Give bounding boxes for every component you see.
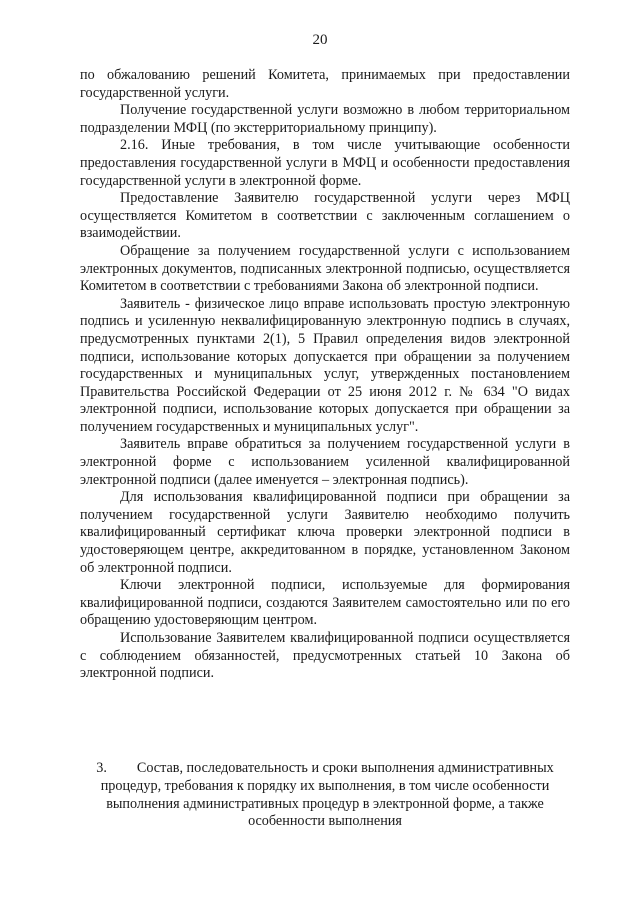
- paragraph: Заявитель - физическое лицо вправе использовать простую электронную подпись и усиленную неквалифицированную электронную подпись в случаях, предусмотренных пунктами 2(1), 5 Правил определения видов электронной подписи, использование которых допускается при обращении за получением государственных и муниципальных услуг, утвержденных постановлением Правительства Российской Федерации от 25 июня 2012 г. № 634 "О видах электронной подписи, использование которых допускается при обращении за получением государственных и муниципальных услуг".: [80, 295, 570, 435]
- section-heading: [95, 760, 555, 831]
- paragraph: Заявитель вправе обратиться за получением государственной услуги в электронной форме с использованием усиленной квалифицированной электронной подписи (далее именуется – электронная подпись).: [80, 436, 570, 488]
- paragraph: Получение государственной услуги возможно в любом территориальном подразделении МФЦ (по экстерриториальному принципу).: [80, 102, 570, 136]
- paragraph: Обращение за получением государственной услуги с использованием электронных документов, подписанных электронной подписью, осуществляется Комитетом в соответствии с требованиями Закона об электронной подписи.: [80, 242, 570, 295]
- body-text: [80, 67, 570, 683]
- paragraph: Для использования квалифицированной подписи при обращении за получением государственной услуги Заявителю необходимо получить квалифицированный сертификат ключа проверки электронной подписи в удостоверяющем центре, аккредитованном в порядке, установленном Законом об электронной подписи.: [80, 489, 570, 576]
- paragraph-clause-2-16: 2.16. Иные требования, в том числе учитывающие особенности предоставления государственной услуги в МФЦ и особенности предоставления государственной услуги в электронной форме.: [80, 137, 570, 189]
- paragraph-continuation: по обжалованию решений Комитета, принимаемых при предоставлении государственной услуги.: [80, 67, 570, 101]
- paragraph: Использование Заявителем квалифицированной подписи осуществляется с соблюдением обязанностей, предусмотренных статьей 10 Закона об электронной подписи.: [80, 630, 570, 682]
- paragraph: Предоставление Заявителю государственной услуги через МФЦ осуществляется Комитетом в соответствии с заключенным соглашением о взаимодействии.: [80, 190, 570, 242]
- section-number: 3.: [96, 760, 107, 776]
- page-number: 20: [312, 32, 328, 48]
- section-title: Состав, последовательность и сроки выполнения административных процедур, требования к порядку их выполнения, в том числе особенности выполнения административных процедур в электронной форме, а также особенности выполнения: [100, 760, 554, 830]
- paragraph: Ключи электронной подписи, используемые для формирования квалифицированной подписи, создаются Заявителем самостоятельно или по его обращению удостоверяющим центром.: [80, 577, 570, 629]
